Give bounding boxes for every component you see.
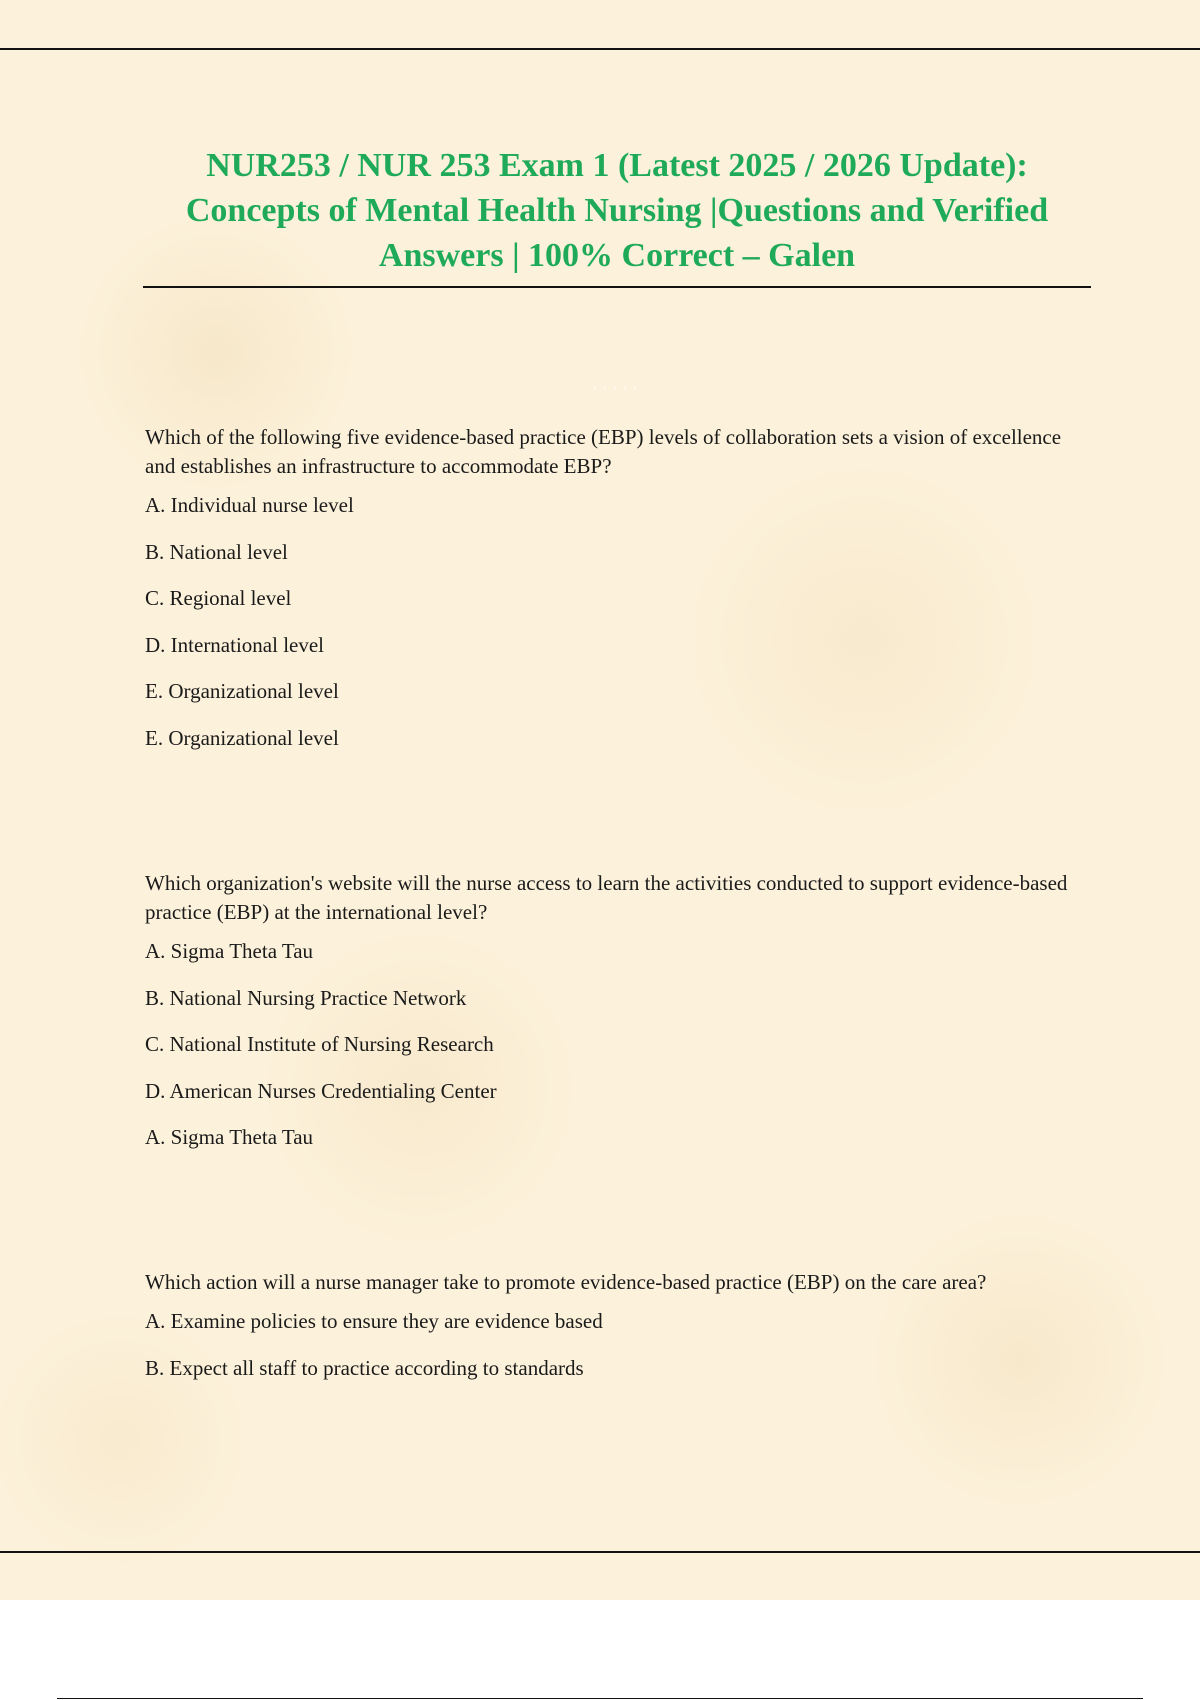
divider-dots: • • • • • bbox=[593, 384, 639, 395]
question-2 bbox=[145, 869, 1070, 1170]
option-c: C. National Institute of Nursing Research bbox=[145, 1032, 494, 1056]
top-rule bbox=[0, 48, 1200, 50]
option-b: B. National Nursing Practice Network bbox=[145, 985, 467, 1010]
question-stem: Which of the following five evidence-based practice (EBP) levels of collaboration sets a vision of excellence and establishes an infrastructure to accommodate EBP? bbox=[145, 425, 1062, 478]
title-line-2: Concepts of Mental Health Nursing |Questions and Verified bbox=[185, 192, 1049, 229]
option-a: A. Sigma Theta Tau bbox=[145, 939, 314, 963]
question-1 bbox=[145, 423, 1070, 770]
footer-rule bbox=[57, 1698, 1143, 1699]
question-3 bbox=[145, 1268, 1070, 1400]
option-a: A. Examine policies to ensure they are evidence based bbox=[145, 1309, 603, 1333]
option-list bbox=[145, 937, 1070, 1152]
option-d: D. International level bbox=[145, 632, 325, 657]
option-d: D. American Nurses Credentialing Center bbox=[145, 1078, 497, 1103]
document-title bbox=[143, 143, 1091, 288]
title-line-1: NUR253 / NUR 253 Exam 1 (Latest 2025 / 2026 Update): bbox=[206, 147, 1028, 184]
answer-line: E. Organizational level bbox=[145, 725, 339, 750]
option-b: B. Expect all staff to practice according to standards bbox=[145, 1355, 584, 1380]
option-c: C. Regional level bbox=[145, 586, 292, 610]
option-a: A. Individual nurse level bbox=[145, 493, 354, 517]
option-list bbox=[145, 491, 1070, 753]
option-b: B. National level bbox=[145, 539, 288, 564]
answer-line: A. Sigma Theta Tau bbox=[145, 1125, 314, 1149]
bottom-rule bbox=[0, 1551, 1200, 1553]
title-line-3: Answers | 100% Correct – Galen bbox=[378, 237, 856, 274]
option-e: E. Organizational level bbox=[145, 679, 339, 703]
option-list bbox=[145, 1307, 1070, 1383]
question-stem: Which organization's website will the nurse access to learn the activities conducted to support evidence-based practice (EBP) at the international level? bbox=[145, 871, 1068, 924]
question-stem: Which action will a nurse manager take to promote evidence-based practice (EBP) on the care area? bbox=[145, 1270, 987, 1294]
